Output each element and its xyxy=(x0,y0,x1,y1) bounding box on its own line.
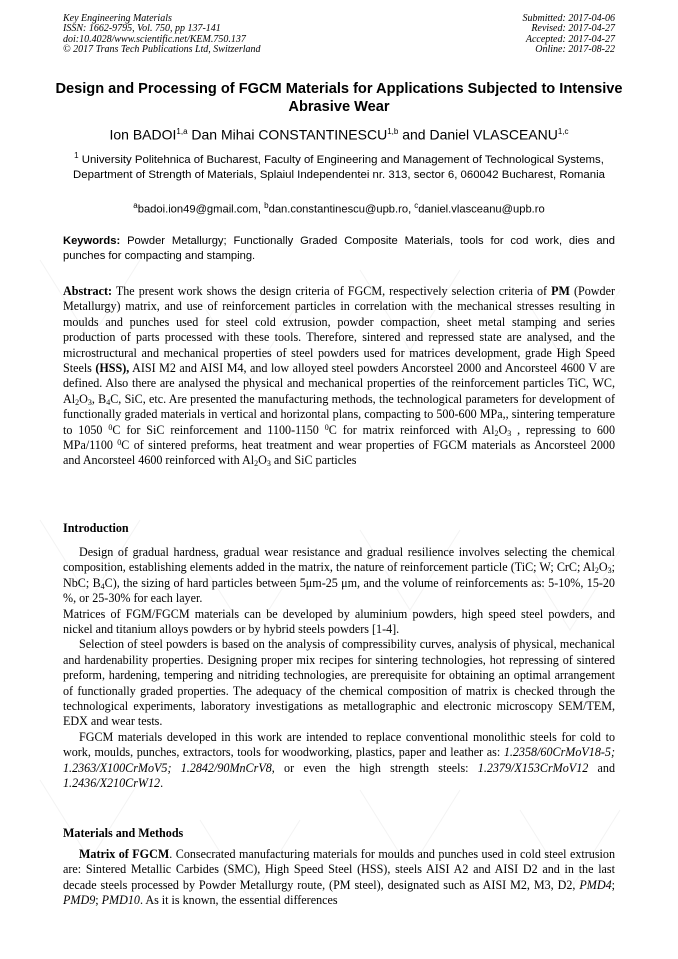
abstract-text: O xyxy=(79,391,88,406)
subscript: 3 xyxy=(87,397,92,407)
author-3: Daniel VLASCEANU xyxy=(429,126,558,143)
date-submitted: Submitted: 2017-04-06 xyxy=(522,13,615,24)
paragraph-text: and xyxy=(597,760,615,775)
date-accepted: Accepted: 2017-04-27 xyxy=(525,33,615,45)
superscript: 0 xyxy=(324,422,329,432)
subscript: 2 xyxy=(594,566,599,576)
steel-grade: 1.2436/X210CrW12 xyxy=(63,776,161,791)
abstract-text: C for SiC reinforcement and 1100-1150 xyxy=(112,422,319,437)
abstract-text: O xyxy=(498,422,508,437)
affiliation-text: University Politehnica of Bucharest, Faculty of Engineering and Management of Technological Systems, Department of Strength of Materials, Splaiul Independentei nr. 313, sector 6, 060042 Bucharest, Romania xyxy=(73,153,605,182)
paragraph-text: ; xyxy=(611,877,615,892)
subscript: 4 xyxy=(106,397,111,407)
keywords xyxy=(63,234,615,264)
subscript: 3 xyxy=(507,428,512,438)
paragraph-lead: Matrix of FGCM xyxy=(79,847,170,861)
paragraph-text: . As it is known, the essential differences xyxy=(139,893,338,908)
paper-title: Design and Processing of FGCM Materials for Applications Subjected to Intensive Abrasive Wear xyxy=(55,81,623,115)
superscript: 0 xyxy=(108,422,113,432)
author-emails xyxy=(40,198,638,218)
paragraph xyxy=(63,730,615,792)
author-1-affil: 1,a xyxy=(176,127,188,136)
author-list xyxy=(40,123,638,144)
date-revised: Revised: 2017-04-27 xyxy=(531,23,615,35)
abstract-text: and SiC particles xyxy=(273,453,357,468)
paragraph-text: ; NbC; B xyxy=(63,560,615,590)
abstract-text: C, SiC, etc. Are presented the manufacturing methods, the technological parameters for development of functionally graded materials in vertical and horizontal plans, compacting to 500-600 MPa,, sintering temperature to 1050 xyxy=(63,391,615,437)
abstract-hss: (HSS), xyxy=(95,361,130,376)
author-2-affil: 1,b xyxy=(387,127,399,136)
author-3-affil: 1,c xyxy=(557,127,569,136)
abstract-text: , B xyxy=(91,391,107,406)
section-heading-materials-methods: Materials and Methods xyxy=(63,826,184,840)
journal-header-right xyxy=(523,14,616,55)
author-2: Dan Mihai CONSTANTINESCU xyxy=(191,126,388,143)
paragraph-text: C), the sizing of hard particles between 5μm-25 μm, and the volume of reinforcements as: 5-10%, 15-20 %, or 25-30% for each layer. xyxy=(63,575,615,606)
author-conjunction: and xyxy=(402,126,426,143)
subscript: 3 xyxy=(607,566,612,576)
journal-issn: ISSN: 1662-9795, Vol. 750, pp 137-141 xyxy=(63,23,221,35)
affiliation-marker: 1 xyxy=(74,151,79,160)
paragraph xyxy=(63,545,615,607)
superscript: 0 xyxy=(117,438,122,448)
journal-doi: doi:10.4028/www.scientific.net/KEM.750.137 xyxy=(63,33,246,45)
affiliation xyxy=(70,148,608,184)
paragraph-text: , or even the high strength steels: xyxy=(271,760,469,775)
author-1: Ion BADOI xyxy=(109,126,177,143)
abstract-text: The present work shows the design criteria of FGCM, respectively selection criteria of xyxy=(115,284,548,298)
abstract-text: O xyxy=(258,453,267,468)
date-online: Online: 2017-08-22 xyxy=(535,43,615,55)
paragraph-text: FGCM materials developed in this work are intended to replace conventional monolithic steels for cold to work, moulds, punches, extractors, tools for woodworking, plastics, paper and leather as: xyxy=(63,729,615,760)
paragraph-text: ; xyxy=(95,893,99,908)
keywords-label: Keywords: xyxy=(63,235,121,247)
abstract-text: AISI M2 and AISI M4, and low alloyed steel powders Ancorsteel 2000 and Ancorsteel 4600 V are defined. Also there are analysed the physical and mechanical properties of the reinforcement particles TiC, WC, Al xyxy=(63,361,615,406)
journal-name: Key Engineering Materials xyxy=(63,13,172,24)
paragraph-text: . xyxy=(160,776,164,791)
paragraph xyxy=(63,847,615,909)
paragraph-text: Design of gradual hardness, gradual wear resistance and gradual resilience involves selecting the chemical composition, establishing elements added in the matrix, the nature of reinforcement particle (TiC; W; CrC; Al xyxy=(63,545,615,575)
paragraph-text: O xyxy=(598,560,608,575)
abstract-pm: PM xyxy=(551,284,570,298)
subscript: 2 xyxy=(254,459,259,469)
paragraph: Selection of steel powders is based on the analysis of compressibility curves, analysis of physical, mechanical and hardenability properties. Designing proper mix recipes for sintering technologies, hot repressing of sintered preform, hardening, tempering and nitriding technologies, are prerequisite for obtaining an optimal arrangement of functionally graded properties. The adequacy of the chemical composition of matrix is checked through the technological experiments, laboratory investigations as metallographic and electronic microscopy SEM/TEM, EDX and wear tests. xyxy=(63,637,615,729)
email-c[interactable]: daniel.vlasceanu@upb.ro xyxy=(418,203,545,216)
abstract-label: Abstract: xyxy=(63,284,113,298)
email-b[interactable]: dan.constantinescu@upb.ro, xyxy=(268,203,412,216)
email-a[interactable]: badoi.ion49@gmail.com, xyxy=(137,203,262,216)
email-marker-c: c xyxy=(414,201,419,210)
methods-body xyxy=(63,847,615,909)
subscript: 2 xyxy=(75,397,80,407)
journal-copyright: © 2017 Trans Tech Publications Ltd, Switzerland xyxy=(63,43,261,55)
journal-header-left xyxy=(63,14,261,55)
section-heading-introduction: Introduction xyxy=(63,521,129,535)
paragraph-text: . Consecrated manufacturing materials for moulds and punches used in cold steel extrusion are: Sintered Metallic Carbides (SMC), High Speed Steel (HSS), steels AISI A2 and AISI D2 and in the last decade steels processed by Powder Metallurgy route, (PM steel), designated such as AISI M2, M3, D2, xyxy=(63,847,616,892)
subscript: 2 xyxy=(494,428,499,438)
abstract-text: C for matrix reinforced with Al xyxy=(328,422,495,437)
paragraph: Matrices of FGM/FGCM materials can be developed by aluminium powders, high speed steel powders, and nickel and titanium alloys powders or by hybrid steels powders [1-4]. xyxy=(63,606,615,637)
steel-grade: PMD9 xyxy=(63,893,96,908)
steel-grade: 1.2379/X153CrMoV12 xyxy=(477,760,589,775)
subscript: 4 xyxy=(100,581,105,591)
introduction-body xyxy=(63,545,615,792)
steel-grade: PMD4 xyxy=(579,877,612,892)
abstract-text: (Powder Metallurgy) matrix, and use of reinforcement particles in correlation with the mechanical stresses resulting in moulds and punches used for steel cold extrusion, powder compaction, sheet metal stamping and series production of parts processed with these tools. Therefore, sintered and repressed state are analysed, and the microstructural and mechanical properties of steel powders used for matrices development, grade High Speed Steels xyxy=(63,284,615,376)
email-marker-b: b xyxy=(264,201,269,210)
steel-grade: 1.2358/60CrMoV18-5; 1.2363/X100CrMoV5; 1.2842/90MnCrV8 xyxy=(63,745,616,775)
email-marker-a: a xyxy=(133,201,138,210)
abstract xyxy=(63,284,615,469)
steel-grade: PMD10 xyxy=(101,893,140,908)
abstract-text: , repressing to 600 MPa/1100 xyxy=(63,422,616,453)
abstract-text: C of sintered preforms, heat treatment and wear properties of FGCM materials as Ancorsteel 2000 and Ancorsteel 4600 reinforced with Al xyxy=(63,438,615,468)
keywords-text: Powder Metallurgy; Functionally Graded Composite Materials, tools for cod work, dies and punches for compacting and stamping. xyxy=(63,235,616,262)
subscript: 3 xyxy=(266,459,271,469)
